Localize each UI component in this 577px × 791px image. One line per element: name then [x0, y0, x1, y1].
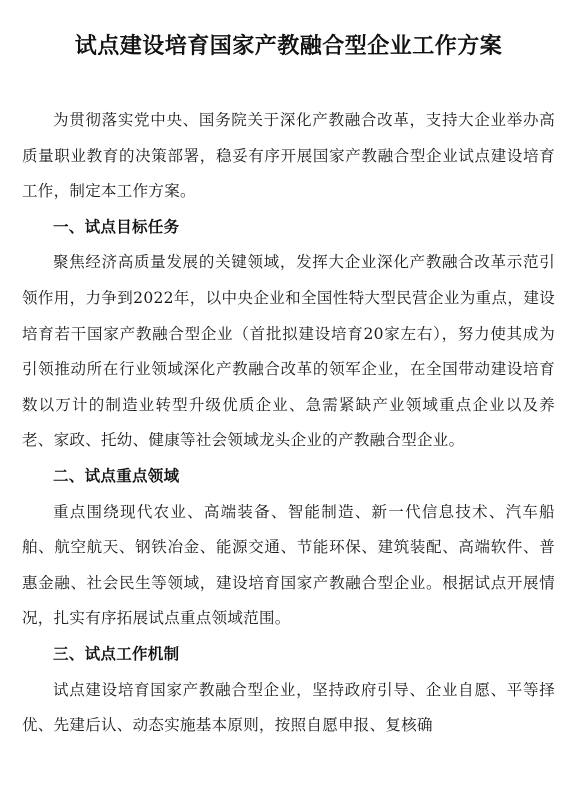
section-body-2: 重点围绕现代农业、高端装备、智能制造、新一代信息技术、汽车船舶、航空航天、钢铁冶金、能源交通、节能环保、建筑装配、高端软件、普惠金融、社会民生等领域，建设培育国家产教融合型企业。根据试点开展情况，扎实有序拓展试点重点领域范围。: [22, 502, 555, 628]
section-heading-1: 一、试点目标任务: [53, 217, 180, 236]
section-heading-3: 三、试点工作机制: [53, 644, 180, 663]
section-body-1: 聚焦经济高质量发展的关键领域，发挥大企业深化产教融合改革示范引领作用，力争到2022年，以中央企业和全国性特大型民营企业为重点，建设培育若干国家产教融合型企业（首批拟建设培育20家左右），努力使其成为引领推动所在行业领域深化产教融合改革的领军企业，在全国带动建设培育数以万计的制造业转型升级优质企业、急需紧缺产业领域重点企业以及养老、家政、托幼、健康等社会领域龙头企业的产教融合型企业。: [22, 253, 555, 450]
document-title: 试点建设培育国家产教融合型企业工作方案: [74, 34, 503, 59]
section-heading-2: 二、试点重点领域: [53, 466, 180, 485]
section-body-3: 试点建设培育国家产教融合型企业，坚持政府引导、企业自愿、平等择优、先建后认、动态实施基本原则，按照自愿申报、复核确: [22, 680, 555, 735]
intro-paragraph: 为贯彻落实党中央、国务院关于深化产教融合改革，支持大企业举办高质量职业教育的决策部署，稳妥有序开展国家产教融合型企业试点建设培育工作，制定本工作方案。: [22, 111, 555, 201]
